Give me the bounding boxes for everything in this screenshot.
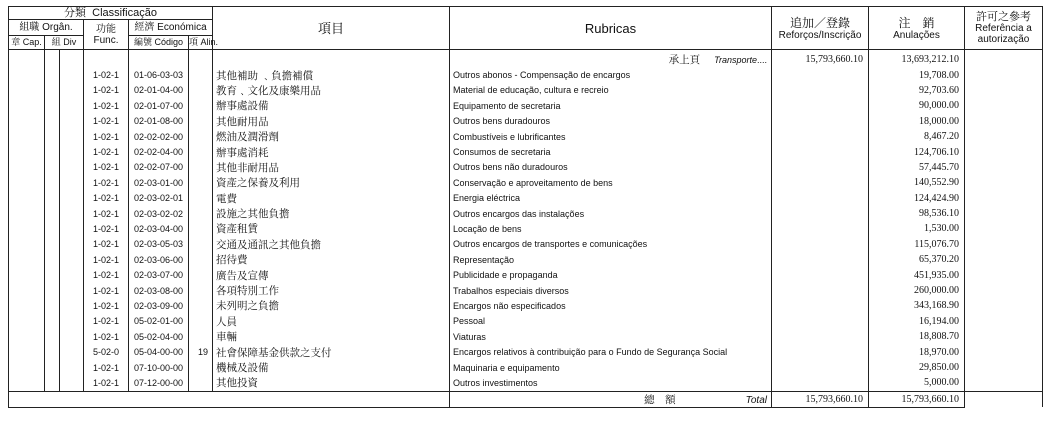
table-row [9, 344, 1043, 359]
cap-cell [9, 160, 45, 175]
budget-table [8, 6, 1043, 408]
transport-dots: .... [756, 55, 767, 66]
rubrica-cell: Energia eléctrica [450, 191, 772, 206]
rubrica-cell: Trabalhos especiais diversos [450, 283, 772, 298]
xiangmu-cell: 資產之保養及利用 [213, 175, 450, 190]
func-cell: 1-02-1 [84, 283, 129, 298]
xiangmu-cell: 電費 [213, 191, 450, 206]
codigo-cell: 02-03-04-00 [129, 221, 189, 236]
autorizacao-cell [965, 191, 1043, 206]
xiangmu-cell: 機械及設備 [213, 360, 450, 375]
anulacoes-cell: 16,194.00 [869, 314, 965, 329]
alin-cell [189, 67, 213, 82]
autorizacao-cell [965, 160, 1043, 175]
organ-header [9, 20, 84, 36]
func-cell: 1-02-1 [84, 83, 129, 98]
reforcos-cell [772, 344, 869, 359]
table-row [9, 298, 1043, 313]
table-row [9, 314, 1043, 329]
func-pt: Func. [93, 34, 119, 46]
anulacoes-cell: 92,703.60 [869, 83, 965, 98]
codigo-cell: 02-03-08-00 [129, 283, 189, 298]
func-cell: 1-02-1 [84, 221, 129, 236]
xiangmu-cell: 車輛 [213, 329, 450, 344]
div-cell-b [60, 98, 84, 113]
organ-zh: 組職 [19, 22, 40, 33]
div-cell-a [45, 83, 60, 98]
anulacoes-cell: 140,552.90 [869, 175, 965, 190]
table-row [9, 114, 1043, 129]
cap-cell [9, 314, 45, 329]
transport-label [450, 50, 772, 68]
div-cell-a [45, 160, 60, 175]
func-cell: 5-02-0 [84, 344, 129, 359]
div-cell-a [45, 221, 60, 236]
div-cell-a [45, 98, 60, 113]
codigo-cell: 05-02-01-00 [129, 314, 189, 329]
reforcos-zh: 追加／登錄 [789, 15, 850, 30]
autorizacao-cell [965, 144, 1043, 159]
div-cell-a [45, 191, 60, 206]
anulacoes-cell: 115,076.70 [869, 237, 965, 252]
xiangmu-cell: 廣告及宣傳 [213, 267, 450, 282]
rubrica-cell: Encargos relativos à contribuição para o Fundo de Segurança Social [450, 344, 772, 359]
func-cell: 1-02-1 [84, 67, 129, 82]
codigo-cell: 02-03-01-00 [129, 175, 189, 190]
div-cell-a [45, 206, 60, 221]
anulacoes-cell: 90,000.00 [869, 98, 965, 113]
div-cell-a [45, 175, 60, 190]
anulacoes-cell: 451,935.00 [869, 267, 965, 282]
budget-rows [9, 50, 1043, 392]
table-row [9, 175, 1043, 190]
div-cell-b [60, 175, 84, 190]
autorizacao-cell [965, 252, 1043, 267]
div-header: 組 Div [45, 36, 84, 50]
table-row [9, 360, 1043, 375]
func-cell: 1-02-1 [84, 314, 129, 329]
autorizacao-cell [965, 329, 1043, 344]
func-cell: 1-02-1 [84, 329, 129, 344]
transport-zh: 承上頁 [668, 55, 701, 67]
anulacoes-cell: 5,000.00 [869, 375, 965, 391]
div-cell-b [60, 114, 84, 129]
codigo-cell: 02-03-09-00 [129, 298, 189, 313]
anulacoes-cell: 8,467.20 [869, 129, 965, 144]
reforcos-cell [772, 175, 869, 190]
div-cell-a [45, 344, 60, 359]
econ-header [129, 20, 213, 36]
rubrica-cell: Publicidade e propaganda [450, 267, 772, 282]
reforcos-cell [772, 252, 869, 267]
table-row [9, 375, 1043, 391]
alin-cell [189, 267, 213, 282]
div-cell-b [60, 129, 84, 144]
table-row [9, 98, 1043, 113]
table-row [9, 221, 1043, 236]
div-cell-a [45, 360, 60, 375]
alin-cell [189, 252, 213, 267]
autorizacao-pt1: Referência a [975, 22, 1032, 34]
rubrica-cell: Outros bens duradouros [450, 114, 772, 129]
rubrica-cell: Viaturas [450, 329, 772, 344]
alin-cell [189, 237, 213, 252]
cap-cell [9, 83, 45, 98]
xiangmu-cell: 辦事處消耗 [213, 144, 450, 159]
total-label [450, 391, 772, 407]
func-cell: 1-02-1 [84, 175, 129, 190]
div-cell-b [60, 298, 84, 313]
codigo-cell: 02-03-02-02 [129, 206, 189, 221]
div-cell-b [60, 375, 84, 391]
cap-cell [9, 237, 45, 252]
cap-cell [9, 283, 45, 298]
func-cell: 1-02-1 [84, 252, 129, 267]
div-cell-b [60, 252, 84, 267]
div-cell-b [60, 191, 84, 206]
cap-header: 章 Cap. [9, 36, 45, 50]
table-row [9, 206, 1043, 221]
anulacoes-cell: 98,536.10 [869, 206, 965, 221]
alin-cell [189, 160, 213, 175]
table-row [9, 267, 1043, 282]
anulacoes-cell: 260,000.00 [869, 283, 965, 298]
table-row [9, 67, 1043, 82]
anulacoes-cell: 19,708.00 [869, 67, 965, 82]
cap-cell [9, 175, 45, 190]
autorizacao-cell [965, 375, 1043, 391]
table-row [9, 283, 1043, 298]
reforcos-cell [772, 144, 869, 159]
total-zh: 總 額 [644, 394, 676, 406]
alin-cell [189, 83, 213, 98]
reforcos-cell [772, 221, 869, 236]
rubrica-cell: Consumos de secretaria [450, 144, 772, 159]
alin-cell [189, 129, 213, 144]
cap-cell [9, 375, 45, 391]
div-cell-a [45, 114, 60, 129]
anulacoes-cell: 124,424.90 [869, 191, 965, 206]
div-cell-b [60, 283, 84, 298]
rubrica-cell: Representação [450, 252, 772, 267]
cap-cell [9, 252, 45, 267]
div-cell-a [45, 144, 60, 159]
alin-cell [189, 206, 213, 221]
xiangmu-cell: 各項特別工作 [213, 283, 450, 298]
reforcos-cell [772, 375, 869, 391]
cap-cell [9, 344, 45, 359]
table-row [9, 129, 1043, 144]
autorizacao-cell [965, 267, 1043, 282]
rubricas-header: Rubricas [450, 7, 772, 50]
alin-cell [189, 175, 213, 190]
div-cell-b [60, 221, 84, 236]
div-cell-a [45, 375, 60, 391]
rubrica-cell: Locação de bens [450, 221, 772, 236]
table-row [9, 252, 1043, 267]
codigo-cell: 01-06-03-03 [129, 67, 189, 82]
xiangmu-cell: 人員 [213, 314, 450, 329]
xiangmu-cell: 招待費 [213, 252, 450, 267]
reforcos-cell [772, 67, 869, 82]
cap-cell [9, 98, 45, 113]
autorizacao-cell [965, 283, 1043, 298]
autorizacao-cell [965, 98, 1043, 113]
cap-cell [9, 206, 45, 221]
reforcos-cell [772, 206, 869, 221]
codigo-header: 編號 Código [129, 36, 189, 50]
func-cell: 1-02-1 [84, 375, 129, 391]
xiangmu-cell: 教育﹑文化及康樂用品 [213, 83, 450, 98]
func-cell: 1-02-1 [84, 267, 129, 282]
codigo-cell: 02-02-02-00 [129, 129, 189, 144]
table-row [9, 237, 1043, 252]
rubrica-cell: Outros bens não duradouros [450, 160, 772, 175]
codigo-cell: 02-03-06-00 [129, 252, 189, 267]
transport-anulacoes: 13,693,212.10 [869, 50, 965, 68]
autorizacao-cell [965, 314, 1043, 329]
autorizacao-header [965, 7, 1043, 50]
econ-zh: 經濟 [134, 22, 155, 33]
div-cell-b [60, 237, 84, 252]
div-cell-b [60, 160, 84, 175]
autorizacao-cell [965, 206, 1043, 221]
table-row [9, 191, 1043, 206]
codigo-cell: 02-01-07-00 [129, 98, 189, 113]
codigo-cell: 02-02-07-00 [129, 160, 189, 175]
codigo-cell: 05-04-00-00 [129, 344, 189, 359]
div-cell-b [60, 83, 84, 98]
alin-cell [189, 114, 213, 129]
div-cell-b [60, 329, 84, 344]
reforcos-cell [772, 114, 869, 129]
cap-cell [9, 67, 45, 82]
alin-cell: 19 [189, 344, 213, 359]
alin-cell [189, 144, 213, 159]
xiangmu-cell: 社會保障基金供款之支付 [213, 344, 450, 359]
codigo-cell: 07-10-00-00 [129, 360, 189, 375]
codigo-cell: 02-03-07-00 [129, 267, 189, 282]
autorizacao-cell [965, 360, 1043, 375]
alin-cell [189, 314, 213, 329]
div-cell-a [45, 329, 60, 344]
cap-cell [9, 221, 45, 236]
alin-header: 項 Alin. [189, 36, 213, 50]
func-cell: 1-02-1 [84, 114, 129, 129]
cap-cell [9, 191, 45, 206]
autorizacao-cell [965, 114, 1043, 129]
organ-pt: Orgân. [42, 22, 73, 33]
anulacoes-cell: 18,000.00 [869, 114, 965, 129]
alin-cell [189, 191, 213, 206]
classificacao-zh: 分類 [64, 6, 87, 19]
table-row [9, 144, 1043, 159]
codigo-cell: 05-02-04-00 [129, 329, 189, 344]
func-cell: 1-02-1 [84, 237, 129, 252]
rubrica-cell: Conservação e aproveitamento de bens [450, 175, 772, 190]
autorizacao-cell [965, 344, 1043, 359]
div-cell-b [60, 206, 84, 221]
div-cell-a [45, 237, 60, 252]
autorizacao-zh: 許可之參考 [976, 10, 1031, 23]
func-cell: 1-02-1 [84, 160, 129, 175]
xiangmu-cell: 其他投資 [213, 375, 450, 391]
autorizacao-cell [965, 298, 1043, 313]
xiangmu-cell: 其他非耐用品 [213, 160, 450, 175]
total-row [9, 391, 1043, 407]
xiangmu-header: 項目 [213, 7, 450, 50]
func-zh: 功能 [96, 23, 116, 35]
div-cell-a [45, 283, 60, 298]
div-cell-b [60, 344, 84, 359]
cap-cell [9, 360, 45, 375]
autorizacao-cell [965, 237, 1043, 252]
autorizacao-cell [965, 129, 1043, 144]
rubrica-cell: Outros encargos de transportes e comunicações [450, 237, 772, 252]
reforcos-cell [772, 314, 869, 329]
func-cell: 1-02-1 [84, 360, 129, 375]
func-header [84, 20, 129, 50]
transport-row [9, 50, 1043, 68]
func-cell: 1-02-1 [84, 191, 129, 206]
alin-cell [189, 329, 213, 344]
alin-cell [189, 360, 213, 375]
div-cell-a [45, 67, 60, 82]
cap-cell [9, 144, 45, 159]
xiangmu-cell: 其他補助 ﹑負擔補償 [213, 67, 450, 82]
rubrica-cell: Outros investimentos [450, 375, 772, 391]
codigo-cell: 02-02-04-00 [129, 144, 189, 159]
xiangmu-cell: 資產租賃 [213, 221, 450, 236]
cap-cell [9, 129, 45, 144]
xiangmu-cell: 設施之其他負擔 [213, 206, 450, 221]
rubrica-cell: Encargos não especificados [450, 298, 772, 313]
autorizacao-pt2: autorização [977, 33, 1030, 45]
reforcos-cell [772, 267, 869, 282]
rubrica-cell: Combustíveis e lubrificantes [450, 129, 772, 144]
div-cell-b [60, 314, 84, 329]
reforcos-cell [772, 237, 869, 252]
div-cell-b [60, 360, 84, 375]
reforcos-cell [772, 83, 869, 98]
xiangmu-cell: 其他耐用品 [213, 114, 450, 129]
reforcos-cell [772, 360, 869, 375]
alin-cell [189, 375, 213, 391]
reforcos-cell [772, 283, 869, 298]
func-cell: 1-02-1 [84, 129, 129, 144]
codigo-cell: 07-12-00-00 [129, 375, 189, 391]
reforcos-pt: Reforços/Inscrição [778, 29, 862, 41]
codigo-cell: 02-01-04-00 [129, 83, 189, 98]
anulacoes-cell: 343,168.90 [869, 298, 965, 313]
div-cell-a [45, 298, 60, 313]
rubrica-cell: Outros abonos - Compensação de encargos [450, 67, 772, 82]
rubrica-cell: Equipamento de secretaria [450, 98, 772, 113]
autorizacao-cell [965, 67, 1043, 82]
anulacoes-pt: Anulações [893, 29, 940, 41]
total-pt: Total [745, 394, 767, 406]
anulacoes-cell: 124,706.10 [869, 144, 965, 159]
anulacoes-cell: 18,970.00 [869, 344, 965, 359]
total-anulacoes: 15,793,660.10 [869, 391, 965, 407]
anulacoes-cell: 29,850.00 [869, 360, 965, 375]
func-cell: 1-02-1 [84, 298, 129, 313]
alin-cell [189, 283, 213, 298]
codigo-cell: 02-03-05-03 [129, 237, 189, 252]
reforcos-cell [772, 191, 869, 206]
table-row [9, 83, 1043, 98]
autorizacao-cell [965, 83, 1043, 98]
func-cell: 1-02-1 [84, 144, 129, 159]
xiangmu-cell: 辦事處設備 [213, 98, 450, 113]
autorizacao-cell [965, 175, 1043, 190]
cap-cell [9, 267, 45, 282]
div-cell-a [45, 252, 60, 267]
classificacao-pt: Classificação [92, 6, 157, 19]
classificacao-header [9, 7, 213, 20]
reforcos-cell [772, 160, 869, 175]
div-cell-b [60, 144, 84, 159]
anulacoes-cell: 57,445.70 [869, 160, 965, 175]
rubrica-cell: Maquinaria e equipamento [450, 360, 772, 375]
reforcos-cell [772, 329, 869, 344]
total-reforcos: 15,793,660.10 [772, 391, 869, 407]
anulacoes-cell: 1,530.00 [869, 221, 965, 236]
autorizacao-cell [965, 221, 1043, 236]
reforcos-header [772, 7, 869, 50]
codigo-cell: 02-01-08-00 [129, 114, 189, 129]
anulacoes-header [869, 7, 965, 50]
table-row [9, 160, 1043, 175]
reforcos-cell [772, 298, 869, 313]
alin-cell [189, 298, 213, 313]
codigo-cell: 02-03-02-01 [129, 191, 189, 206]
cap-cell [9, 114, 45, 129]
func-cell: 1-02-1 [84, 98, 129, 113]
budget-table-sheet [8, 6, 1042, 416]
div-cell-a [45, 267, 60, 282]
reforcos-cell [772, 129, 869, 144]
cap-cell [9, 298, 45, 313]
anulacoes-cell: 18,808.70 [869, 329, 965, 344]
table-row [9, 329, 1043, 344]
div-cell-b [60, 67, 84, 82]
anulacoes-zh: 注 銷 [898, 15, 935, 30]
transport-pt: Transporte [714, 55, 757, 66]
rubrica-cell: Outros encargos das instalações [450, 206, 772, 221]
div-cell-a [45, 129, 60, 144]
xiangmu-cell: 未列明之負擔 [213, 298, 450, 313]
div-cell-a [45, 314, 60, 329]
cap-cell [9, 329, 45, 344]
rubrica-cell: Material de educação, cultura e recreio [450, 83, 772, 98]
transport-reforcos: 15,793,660.10 [772, 50, 869, 68]
func-cell: 1-02-1 [84, 206, 129, 221]
anulacoes-cell: 65,370.20 [869, 252, 965, 267]
xiangmu-cell: 燃油及潤滑劑 [213, 129, 450, 144]
alin-cell [189, 221, 213, 236]
div-cell-b [60, 267, 84, 282]
alin-cell [189, 98, 213, 113]
econ-pt: Económica [157, 22, 207, 33]
xiangmu-cell: 交通及通訊之其他負擔 [213, 237, 450, 252]
rubrica-cell: Pessoal [450, 314, 772, 329]
reforcos-cell [772, 98, 869, 113]
